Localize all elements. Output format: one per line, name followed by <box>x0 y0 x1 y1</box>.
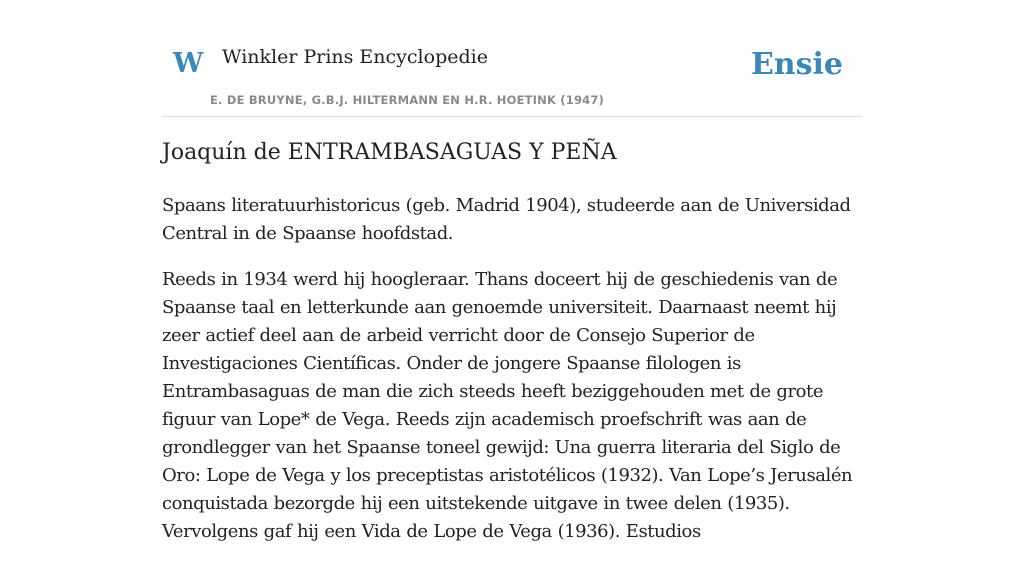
publication-authors: E. DE BRUYNE, G.B.J. HILTERMANN EN H.R. HOETINK (1947) <box>210 93 605 107</box>
ensie-logo[interactable]: Ensie <box>750 47 843 82</box>
article-body <box>162 192 862 564</box>
site-header <box>162 0 862 117</box>
article-paragraph: Reeds in 1934 werd hij hoogleraar. Thans doceert hij de geschiedenis van de Spaanse taal en letterkunde aan genoemde universiteit. Daarnaast neemt hij zeer actief deel aan de arbeid verricht door de Consejo Superior de Investigaciones Científicas. Onder de jongere Spaanse filologen is Entrambasaguas de man die zich steeds heeft beziggehouden met de grote figuur van Lope* de Vega. Reeds zijn academisch proefschrift was aan de grondlegger van het Spaanse toneel gewijd: Una guerra literaria del Siglo de Oro: Lope de Vega y los preceptistas aristotélicos (1932). Van Lope’s Jerusalén conquistada bezorgde hij een uitstekende uitgave in twee delen (1935). Vervolgens gaf hij een Vida de Lope de Vega (1936). Estudios <box>162 269 853 542</box>
article-title: Joaquín de ENTRAMBASAGUAS Y PEÑA <box>162 140 617 165</box>
publication-logo-icon[interactable]: W <box>173 48 204 79</box>
publication-title[interactable]: Winkler Prins Encyclopedie <box>222 46 488 68</box>
page <box>162 0 862 542</box>
article-paragraph: Spaans literatuurhistoricus (geb. Madrid 1904), studeerde aan de Universidad Central in de Spaanse hoofdstad. <box>162 195 851 244</box>
